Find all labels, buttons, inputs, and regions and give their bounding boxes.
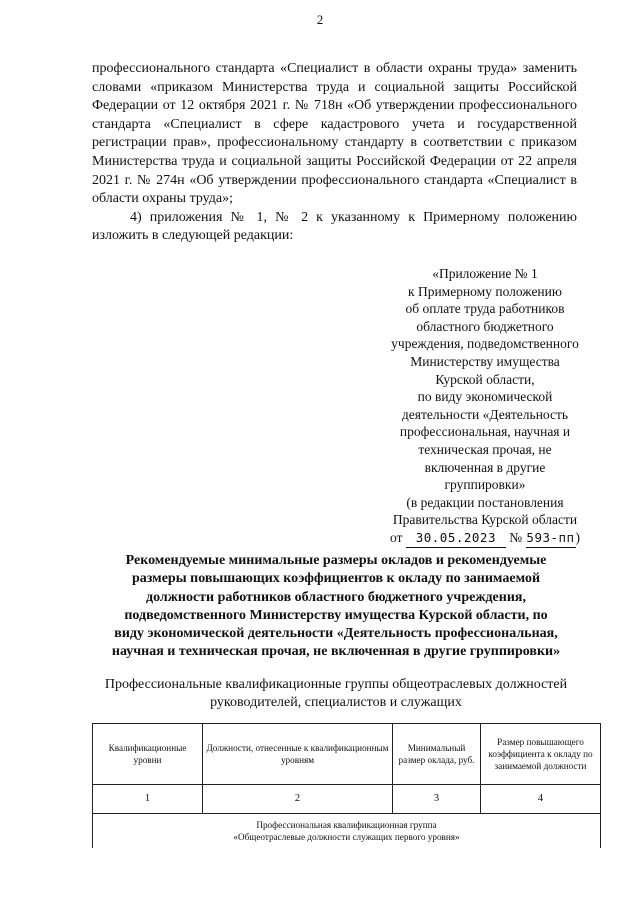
text-line: профессионального стандарта «Специалист в области охраны труда»; xyxy=(92,172,577,207)
text-line: и государственной регистрации прав», профессиональному стандарту xyxy=(92,116,578,151)
appendix-line: Курской области, xyxy=(435,371,535,387)
text-line: заменить словами «приказом Министерства труда и социальной защиты xyxy=(92,61,578,95)
appendix-line: техническая прочая, не xyxy=(418,441,552,457)
number-sign: № xyxy=(509,529,523,545)
appendix-line: группировки» xyxy=(444,477,526,493)
group-title-line: «Общеотраслевые должности служащих первого уровня» xyxy=(233,832,460,842)
table-group-row xyxy=(93,814,601,849)
header-positions: Должности, отнесенные к квалификационным уровням xyxy=(203,724,393,785)
paragraph-2 xyxy=(92,209,577,246)
from-label: от xyxy=(390,529,403,545)
appendix-line: профессиональная, научная и xyxy=(399,424,571,440)
table-header-row xyxy=(93,724,601,785)
appendix-line: по виду экономической xyxy=(417,389,553,405)
paragraph-1 xyxy=(92,60,577,209)
text-line: 4) приложения № 1, № 2 к указанному к Примерному положению xyxy=(130,209,577,225)
appendix-block xyxy=(370,265,600,548)
column-number: 1 xyxy=(93,785,203,814)
heading-line: Рекомендуемые минимальные размеры окладов и рекомендуемые xyxy=(125,553,547,568)
group-title-cell xyxy=(93,814,601,849)
text-line: профессионального стандарта «Специалист в области охраны труда» xyxy=(92,61,518,76)
group-title-line: Профессиональная квалификационная группа xyxy=(256,820,437,830)
appendix-line: Правительства Курской области xyxy=(392,512,578,528)
header-min-salary: Минимальный размер оклада, руб. xyxy=(393,724,481,785)
appendix-line: учреждения, подведомственного xyxy=(391,336,579,352)
subtitle-line: Профессиональные квалификационные группы общеотраслевых должностей xyxy=(104,677,568,692)
appendix-line: включенная в другие xyxy=(424,459,546,475)
appendix-line: областного бюджетного xyxy=(416,318,554,334)
table-column-numbers-row xyxy=(93,785,601,814)
page-number: 2 xyxy=(316,12,324,27)
text-line: в соответствии с приказом Министерства труда и социальной защиты xyxy=(92,135,578,169)
appendix-date-line xyxy=(370,529,600,548)
close-paren: ) xyxy=(575,529,580,545)
heading-line: подведомственного Министерству имущества Курской области, по xyxy=(124,607,548,623)
table-subtitle xyxy=(96,676,576,712)
text-line: изложить в следующей редакции: xyxy=(92,228,294,244)
document-heading xyxy=(96,552,576,662)
header-coefficient: Размер повышающего коэффициента к окладу по занимаемой должности xyxy=(481,724,601,785)
appendix-line: деятельности «Деятельность xyxy=(401,406,569,422)
column-number: 2 xyxy=(203,785,393,814)
appendix-line: «Приложение № 1 xyxy=(432,266,538,281)
column-number: 3 xyxy=(393,785,481,814)
text-line: Российской Федерации от 22 апреля 2021 г. № 274н «Об утверждении xyxy=(92,153,577,188)
header-qualification-levels: Квалификационные уровни xyxy=(93,724,203,785)
heading-line: виду экономической деятельности «Деятельность профессиональная, xyxy=(114,626,558,642)
heading-line: научная и техническая прочая, не включенная в другие группировки» xyxy=(111,644,561,660)
body-text xyxy=(92,60,577,246)
column-number: 4 xyxy=(481,785,601,814)
appendix-line: к Примерному положению xyxy=(408,283,562,299)
heading-line: должности работников областного бюджетного учреждения, xyxy=(146,589,526,605)
decree-date: 30.05.2023 xyxy=(406,529,506,548)
subtitle-line: руководителей, специалистов и служащих xyxy=(210,695,462,710)
appendix-line: Министерству имущества xyxy=(410,353,560,369)
appendix-line: об оплате труда работников xyxy=(405,301,565,317)
text-line: Российской Федерации от 12 октября 2021 г. № 718н «Об утверждении xyxy=(92,79,578,114)
decree-number: 593-пп xyxy=(526,529,576,548)
text-line: профессионального стандарта «Специалист в сфере кадастрового учета xyxy=(92,98,577,132)
appendix-line: (в редакции постановления xyxy=(406,494,564,510)
heading-line: размеры повышающих коэффициентов к окладу по занимаемой xyxy=(131,571,541,587)
salary-table xyxy=(92,723,601,848)
